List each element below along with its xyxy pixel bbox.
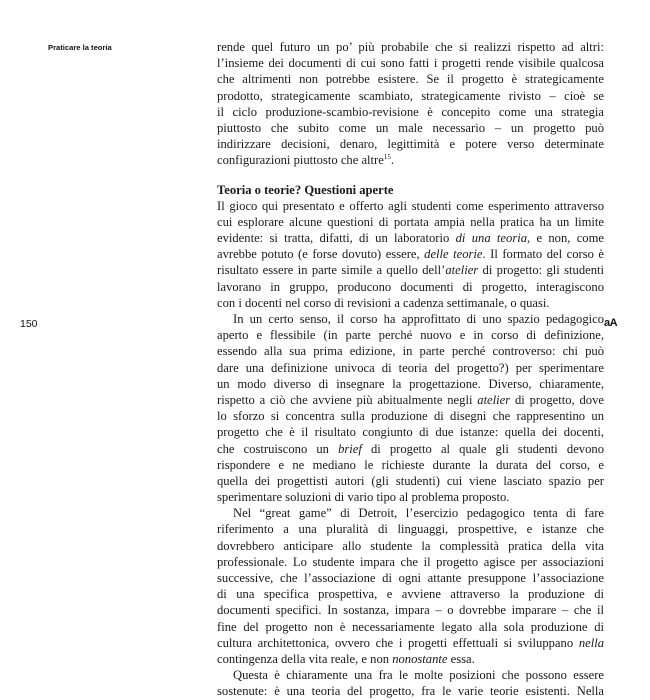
text-line: essendo alla sua prima edizione, in parte perché controverso: chi può <box>217 344 604 359</box>
text-line: sperimentare soluzioni di vario tipo al problema proposto. <box>217 490 510 505</box>
text-line: Nel “great game” di Detroit, l’esercizio pedagogico tenta di fare <box>233 506 604 521</box>
text-line: configurazioni piuttosto che altre$^{15}$. <box>217 153 394 168</box>
text-line: con i docenti nel corso di revisioni a cadenza settimanale, o quasi. <box>217 295 550 310</box>
paragraph <box>217 667 604 699</box>
publisher-logo: aA <box>604 317 618 329</box>
text-line: contingenza della vita reale, e non nonostante essa. <box>217 651 475 666</box>
text-line: rende quel futuro un po’ più probabile che si realizzi rispetto ad altri: <box>217 40 604 54</box>
text-line: cultura architettonica, ovvero che i progetti effettuali si sviluppano nella <box>217 635 604 650</box>
paragraph <box>217 311 604 505</box>
text-line: riferimento a una pluralità di linguaggi, prospettive, e istanze che <box>217 522 604 537</box>
text-line: l’insieme dei documenti di cui sono fatti i progetti rende visibile qualcosa <box>217 56 604 71</box>
text-line: indirizzare decisioni, denaro, legittimità e potere verso determinate <box>217 137 604 152</box>
text-line: piuttosto che subito come un male necessario – un progetto può <box>217 120 604 135</box>
text-line: rispetto a ciò che avviene più abitualmente negli atelier di progetto, dove <box>217 392 604 407</box>
footnote-reference[interactable]: 15 <box>383 153 391 162</box>
text-line: Il gioco qui presentato e offerto agli studenti come esperimento attraverso <box>217 198 604 213</box>
text-line: fine del progetto non è necessariamente legato alla sola produzione di <box>217 619 604 634</box>
text-line: dare una definizione univoca di teoria del progetto?) per sperimentare <box>217 360 604 375</box>
text-line: Questa è chiaramente una fra le molte posizioni che possono essere <box>233 668 604 683</box>
text-line: lo sforzo si concentra sulla produzione di disegni che rappresentino un <box>217 409 604 424</box>
paragraph <box>217 505 604 667</box>
text-line: rispondere e ne mediano le richieste durante la durata del corso, e <box>217 457 604 472</box>
text-column <box>217 39 604 700</box>
running-head: Praticare la teoria <box>48 43 112 52</box>
text-line: che altrimenti non potrebbe esistere. Se il progetto è strategicamente <box>217 72 604 87</box>
text-line: professionale. Lo studente impara che il progetto agisce per associazioni <box>217 554 604 569</box>
text-line: che costruiscono un brief di progetto al quale gli studenti devono <box>217 441 604 456</box>
text-line: avrebbe potuto (e forse dovuto) essere, delle teorie. Il formato del corso è <box>217 247 604 262</box>
text-line: In un certo senso, il corso ha approfittato di uno spazio pedagogico <box>233 312 604 326</box>
text-line: risultato essere in parte simile a quello dell’atelier di progetto: gli studenti <box>217 263 604 278</box>
paragraph-continued <box>217 39 604 169</box>
text-line: sostenute: è una teoria del progetto, fra le varie teorie esistenti. Nella <box>217 684 604 699</box>
paragraph <box>217 198 604 311</box>
text-line: di una specifica prospettiva, e avviene attraverso la produzione di <box>217 587 604 602</box>
section-heading: Teoria o teorie? Questioni aperte <box>217 182 394 197</box>
text-line: cui esplorare alcune questioni di portata ampia nella pratica ha un limite <box>217 214 604 229</box>
text-line: progetto che è il risultato congiunto di due istanze: quella dei docenti, <box>217 425 604 440</box>
text-line: il ciclo produzione-scambio-revisione è concepito come una strategia <box>217 104 604 119</box>
text-line: prodotto, strategicamente scambiato, strategicamente rivisto – cioè se <box>217 88 604 103</box>
text-line: documenti specifici. In sostanza, impara – o dovrebbe imparare – che il <box>217 603 604 618</box>
text-line: evidente: si tratta, difatti, di un laboratorio di una teoria, e non, come <box>217 231 604 246</box>
text-line: successive, che l’associazione di ogni attante presuppone l’associazione <box>217 571 604 585</box>
text-line: lavorano in gruppo, producono documenti di progetto, interagiscono <box>217 279 604 294</box>
text-line: dovrebbero anticipare allo studente la complessità pratica della vita <box>217 538 604 553</box>
page-number: 150 <box>20 318 38 330</box>
text-line: quella dei progettisti autori (gli studenti) cui viene lasciato spazio per <box>217 473 604 488</box>
text-line: aperto e flessibile (in parte perché nuovo e in corso di definizione, <box>217 328 604 343</box>
text-line: un modo diverso di insegnare la progettazione. Diverso, chiaramente, <box>217 376 604 391</box>
